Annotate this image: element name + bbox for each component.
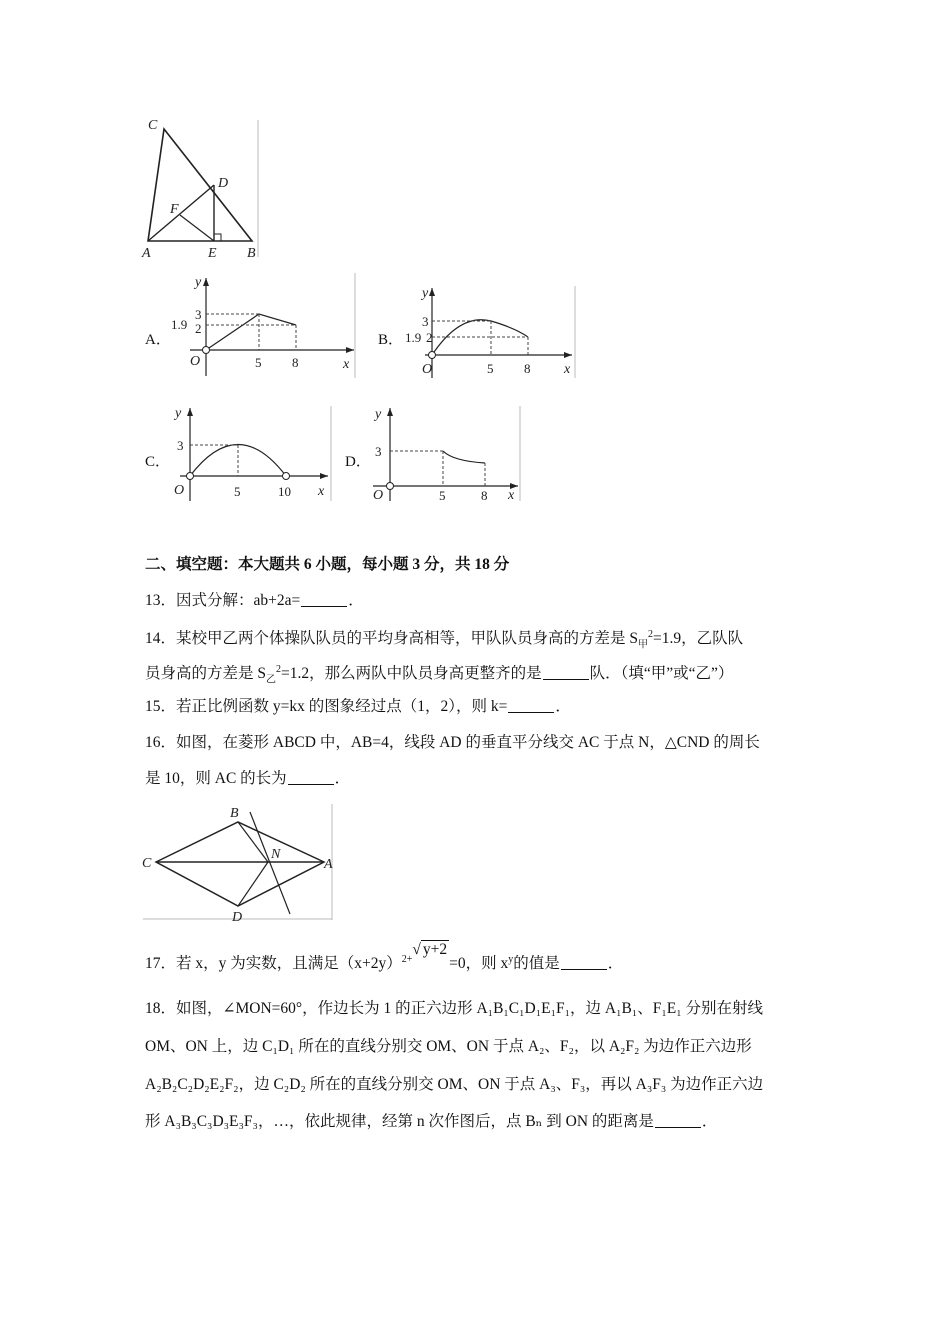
x-tick-8: 8 <box>292 355 299 370</box>
answer-blank <box>655 1113 701 1128</box>
x-tick-5: 5 <box>439 488 446 503</box>
answer-blank <box>561 955 607 970</box>
label-A: A <box>324 857 333 872</box>
origin-label: O <box>373 488 384 503</box>
label-N: N <box>271 847 281 862</box>
y-tick-3: 3 <box>195 307 202 322</box>
question-16-line-1: 16．如图，在菱形 ABCD 中，AB=4，线段 AD 的垂直平分线交 AC 于点 N，△CND 的周长 <box>145 734 760 751</box>
question-18-line-2: OM、ON 上，边 C₁D₁ 所在的直线分别交 OM、ON 于点 A₂、F₂，以 A₂F₂ 为边作正六边形 <box>145 1038 752 1055</box>
x-tick-10: 10 <box>278 484 291 499</box>
y-tick-1.9: 1.9 <box>171 317 188 332</box>
origin-label: O <box>190 354 201 369</box>
y-tick-1.9: 1.9 <box>405 330 422 345</box>
label-C: C <box>142 856 152 871</box>
y-tick-2: 2 <box>195 321 202 336</box>
option-b-label: B． <box>378 332 404 348</box>
question-14-line-2: 员身高的方差是 $S_乙^2=1.2$，那么两队中队员身高更整齐的是 队．（填“甲”或“乙”） <box>145 664 734 686</box>
answer-blank <box>543 665 589 680</box>
option-d-label: D． <box>345 454 371 470</box>
question-13: 13．因式分解：ab+2a= ． <box>145 592 364 609</box>
y-tick-3: 3 <box>422 314 429 329</box>
label-E: E <box>208 246 217 261</box>
x-tick-8: 8 <box>524 361 531 376</box>
y-axis-label: y <box>195 275 202 290</box>
question-17: 17．若 x，y 为实数，且满足$(x+2y)^{2+}√$ y+2=0，则 $x^y$的值是 ． <box>145 941 624 973</box>
rhombus-figure <box>140 802 340 924</box>
option-a-graph <box>168 268 358 380</box>
option-a-label: A． <box>145 332 171 348</box>
x-tick-5: 5 <box>487 361 494 376</box>
option-c-graph <box>168 403 336 505</box>
section-title: 二、填空题：本大题共 6 小题，每小题 3 分，共 18 分 <box>145 556 510 573</box>
question-18-line-1: 18．如图，∠MON=60°，作边长为 1 的正六边形 A₁B₁C₁D₁E₁F₁，边 A₁B₁、F₁E₁ 分别在射线 <box>145 1000 764 1017</box>
origin-label: O <box>422 362 433 377</box>
y-axis-label: y <box>422 286 429 301</box>
x-tick-8: 8 <box>481 488 488 503</box>
option-d-graph <box>368 403 526 505</box>
x-axis-label: x <box>343 357 350 372</box>
x-axis-label: x <box>318 484 325 499</box>
label-D: D <box>218 176 229 191</box>
triangle-figure <box>140 115 265 265</box>
question-14-line-1: 14．某校甲乙两个体操队队员的平均身高相等，甲队队员身高的方差是 $S_甲^2=1.9$，乙队队 <box>145 629 744 651</box>
option-c-label: C． <box>145 454 171 470</box>
answer-blank <box>508 698 554 713</box>
question-15: 15．若正比例函数 y=kx 的图象经过点（1，2），则 k= ． <box>145 698 571 715</box>
label-A: A <box>142 246 151 261</box>
x-tick-5: 5 <box>255 355 262 370</box>
x-axis-label: x <box>564 362 571 377</box>
label-D: D <box>232 910 243 925</box>
x-tick-5: 5 <box>234 484 241 499</box>
question-18-line-3: A₂B₂C₂D₂E₂F₂，边 C₂D₂ 所在的直线分别交 OM、ON 于点 A₃、F₃，再以 A₃F₃ 为边作正六边 <box>145 1076 764 1093</box>
option-b-graph <box>400 283 578 383</box>
y-axis-label: y <box>375 407 382 422</box>
square-root: √ y+2 <box>412 941 448 959</box>
question-16-line-2: 是 10，则 AC 的长为 ． <box>145 770 351 787</box>
question-18-line-4: 形 A₃B₃C₃D₃E₃F₃，…，依此规律，经第 n 次作图后，点 Bₙ 到 ON 的距离是 ． <box>145 1113 718 1130</box>
y-tick-3: 3 <box>375 444 382 459</box>
y-axis-label: y <box>175 406 182 421</box>
label-B: B <box>247 246 256 261</box>
answer-blank <box>288 770 334 785</box>
label-F: F <box>170 202 179 217</box>
y-tick-2: 2 <box>426 330 433 345</box>
label-B: B <box>230 806 239 821</box>
origin-label: O <box>174 483 185 498</box>
label-C: C <box>148 118 158 133</box>
y-tick-3: 3 <box>177 438 184 453</box>
x-axis-label: x <box>508 488 515 503</box>
answer-blank <box>301 592 347 607</box>
